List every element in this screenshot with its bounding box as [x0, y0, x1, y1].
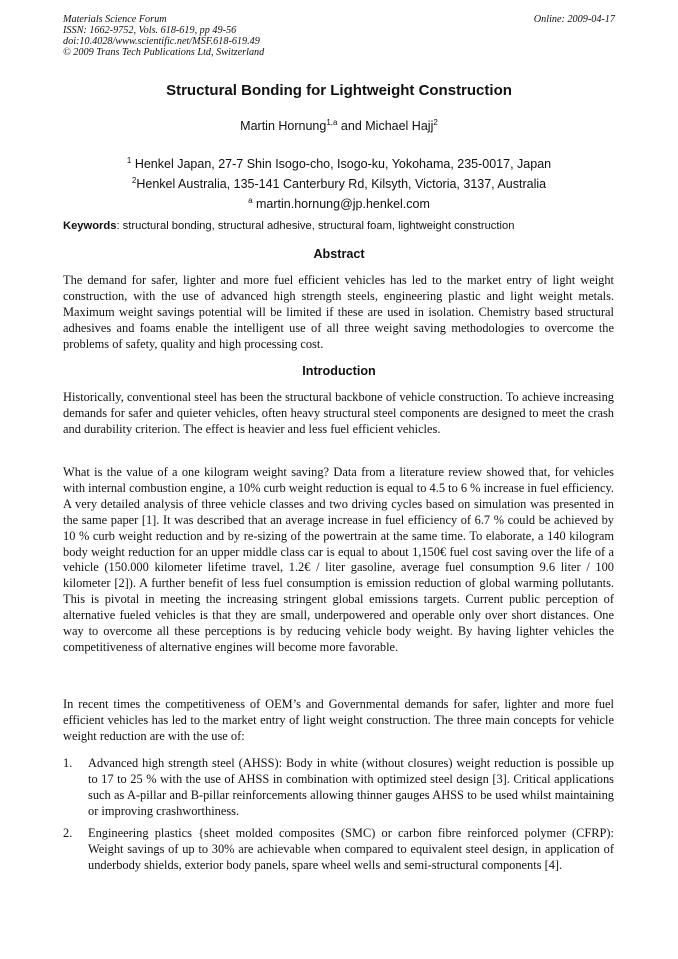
author-1-affiliation-mark: 1,a: [326, 118, 338, 127]
journal-name: Materials Science Forum: [63, 14, 167, 25]
intro-paragraph-3: In recent times the competitiveness of OEM’s and Governmental demands for safer, lighter and more fuel efficient vehicles has led to the market entry of light weight construction. The three main concepts for vehicle weight reduction are with the use of:: [63, 697, 614, 743]
list-number: 1.: [63, 756, 73, 770]
online-date: Online: 2009-04-17: [533, 14, 615, 25]
affiliation-1: [0, 156, 678, 171]
list-text: Engineering plastics {sheet molded composites (SMC) or carbon fibre reinforced polymer (CFRP): Weight savings of up to 30% are achievable when compared to equivalent steel design, in application of underbody shields, exterior body panels, spare wheel wells and semi-structural components [4].: [88, 826, 614, 872]
copyright-line: © 2009 Trans Tech Publications Ltd, Switzerland: [63, 47, 265, 58]
keywords-line: [63, 220, 623, 232]
introduction-heading: Introduction: [302, 364, 376, 378]
keywords-label: Keywords: [63, 220, 117, 232]
list-text: Advanced high strength steel (AHSS): Body in white (without closures) weight reduction is possible up to 17 to 25 % with the use of AHSS in combination with optimized steel design [3]. Critical applications such as A-pillar and B-pillar reinforcements allowing thinner gauges AHSS to be used whilst maintaining or improving crashworthiness.: [88, 756, 614, 818]
author-1: Martin Hornung: [240, 119, 327, 133]
paper-title: Structural Bonding for Lightweight Construction: [166, 82, 512, 99]
author-2: Michael Hajj: [365, 119, 434, 133]
keywords-text: : structural bonding, structural adhesive, structural foam, lightweight construction: [116, 220, 515, 232]
email-link[interactable]: martin.hornung@jp.henkel.com: [252, 197, 430, 211]
affiliation-2: [0, 176, 678, 191]
list-item: [63, 756, 614, 820]
list-number: 2.: [63, 826, 73, 840]
affiliation-text: Henkel Australia, 135-141 Canterbury Rd, Kilsyth, Victoria, 3137, Australia: [136, 177, 547, 191]
author-line: [0, 118, 678, 133]
journal-header: [63, 14, 423, 58]
affiliation-text: Henkel Japan, 27-7 Shin Isogo-cho, Isogo-ku, Yokohama, 235-0017, Japan: [131, 157, 552, 171]
affiliation-mark: 1: [126, 156, 132, 165]
doi-line: doi:10.4028/www.scientific.net/MSF.618-619.49: [63, 36, 260, 47]
list-item: [63, 826, 614, 874]
abstract-paragraph: The demand for safer, lighter and more fuel efficient vehicles has led to the market entry of light weight construction, with the use of advanced high strength steels, engineering plastic and light weight metals. Maximum weight savings potential will be limited if these are used in isolation. Chemistry based structural adhesives and foams enable the intelligent use of all three weight saving methodologies to overcome the problems of safety, quality and high processing cost.: [63, 273, 614, 351]
affiliation-mark: a: [248, 196, 253, 205]
abstract-heading: Abstract: [313, 247, 365, 261]
author-2-affiliation-mark: 2: [433, 118, 438, 127]
author-conjunction: and: [337, 119, 366, 133]
intro-paragraph-1: Historically, conventional steel has been the structural backbone of vehicle construction. To achieve increasing demands for safer and quieter vehicles, often heavy structural steel components are designed to meet the crash and durability criterion. The effect is heavier and less fuel efficient vehicles.: [63, 390, 614, 436]
intro-paragraph-2: What is the value of a one kilogram weight saving? Data from a literature review showed that, for vehicles with internal combustion engine, a 10% curb weight reduction is equal to 4.5 to 6 % increase in fuel efficiency. A very detailed analysis of three vehicle classes and two driving cycles based on simulation was presented in the same paper [1]. It was described that an average increase in fuel efficiency of 6.7 % could be achieved by 10 % curb weight reduction and by re-sizing of the powertrain at the same time. To elaborate, a 140 kilogram body weight reduction for an upper middle class car is equal to about 1,150€ fuel cost saving over the life of a vehicle (150.000 kilometer lifetime travel, 1.2€ / liter gasoline, average fuel consumption 9.6 liter / 100 kilometer [2]). A further benefit of less fuel consumption is emission reduction of global warming pollutants. This is pivotal in meeting the increasing stringent global emissions targets. Current public perception of alternative fueled vehicles is that they are small, underpowered and operable only over short distances. One way to overcome all these perceptions is by reducing vehicle body weight. By having lighter vehicles the competitiveness of alternative engines will become more favorable.: [63, 465, 614, 654]
affiliation-mark: 2: [131, 176, 137, 185]
issn-line: ISSN: 1662-9752, Vols. 618-619, pp 49-56: [63, 25, 237, 36]
affiliation-email: [0, 196, 678, 211]
